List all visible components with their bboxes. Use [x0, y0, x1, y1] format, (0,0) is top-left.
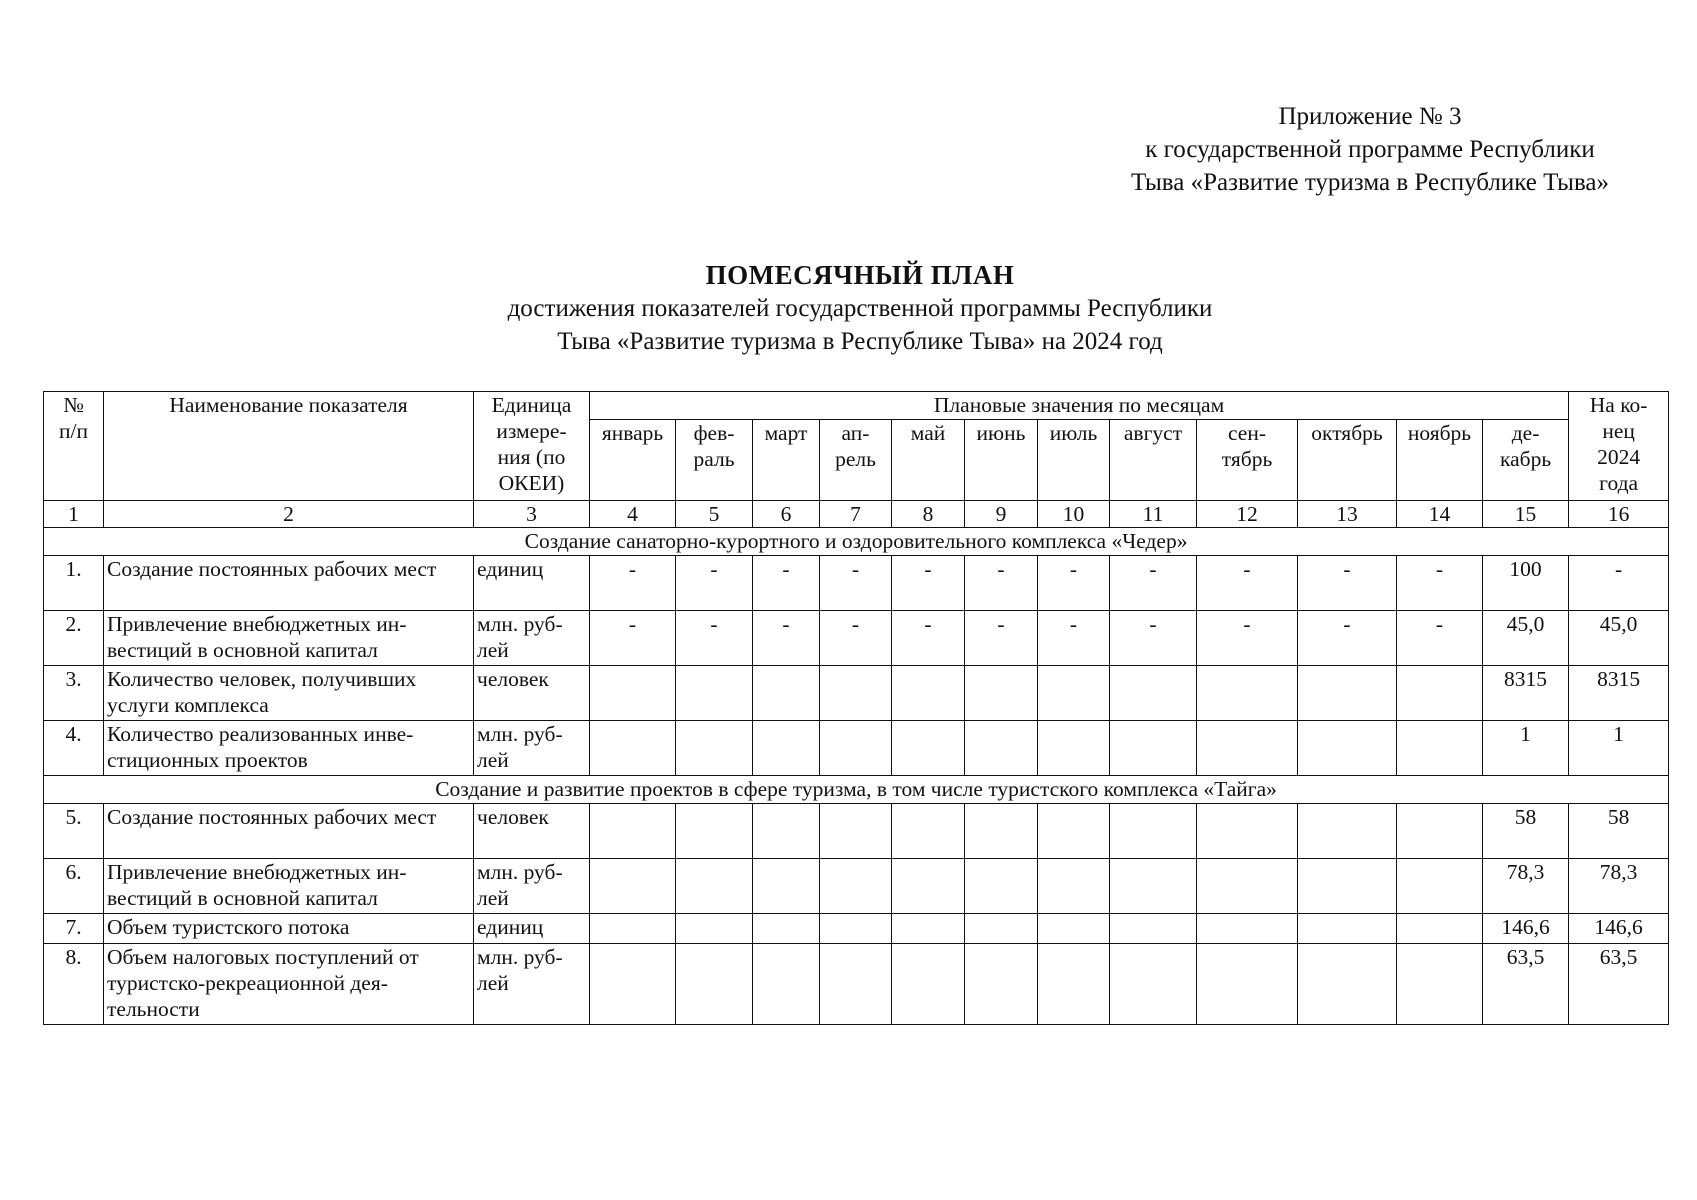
- row-number: 6.: [44, 859, 104, 914]
- column-number: 7: [820, 501, 892, 528]
- row-number: 3.: [44, 666, 104, 721]
- month-value: [676, 859, 753, 914]
- month-value: [1298, 666, 1397, 721]
- column-number: 10: [1038, 501, 1110, 528]
- month-value: [1197, 914, 1298, 944]
- header-month: ноябрь: [1397, 419, 1483, 500]
- end-of-year-value: -: [1569, 556, 1669, 611]
- column-number: 14: [1397, 501, 1483, 528]
- month-value: 1: [1483, 721, 1569, 776]
- column-number: 4: [590, 501, 676, 528]
- annex-line-3: Тыва «Развитие туризма в Республике Тыва»: [1130, 169, 1610, 196]
- header-end-text: На ко- нец 2024 года: [1589, 393, 1648, 495]
- table-row: [44, 804, 1669, 859]
- month-value: -: [590, 556, 676, 611]
- header-unit-text: Единица измере- ния (по ОКЕИ): [491, 393, 572, 495]
- unit-of-measure: млн. руб-лей: [474, 721, 590, 776]
- month-value: -: [1298, 611, 1397, 666]
- month-value: [820, 914, 892, 944]
- table-row: [44, 914, 1669, 944]
- row-number: 8.: [44, 944, 104, 1025]
- header-month: май: [892, 419, 965, 500]
- section-row: [44, 528, 1669, 556]
- table-row: [44, 721, 1669, 776]
- indicator-name: Объем туристского потока: [104, 914, 474, 944]
- unit-of-measure: млн. руб-лей: [474, 944, 590, 1025]
- month-value: [1110, 666, 1197, 721]
- unit-of-measure: единиц: [474, 556, 590, 611]
- month-value: -: [1197, 611, 1298, 666]
- month-value: [590, 859, 676, 914]
- month-value: -: [1110, 611, 1197, 666]
- indicator-name: Количество человек, получивших услуги комплекса: [104, 666, 474, 721]
- month-value: -: [1397, 556, 1483, 611]
- column-number: 1: [44, 501, 104, 528]
- indicator-name: Привлечение внебюджетных ин-вестиций в основной капитал: [104, 859, 474, 914]
- month-value: -: [590, 611, 676, 666]
- row-number: 1.: [44, 556, 104, 611]
- annex-header: [1070, 100, 1670, 199]
- table-body: [44, 528, 1669, 1025]
- month-value: [1110, 804, 1197, 859]
- month-value: [676, 804, 753, 859]
- header-unit: [474, 392, 590, 501]
- month-value: [820, 859, 892, 914]
- month-value: [1397, 914, 1483, 944]
- document-subtitle-line-2: Тыва «Развитие туризма в Республике Тыва» на 2024 год: [557, 328, 1163, 355]
- month-value: -: [753, 611, 820, 666]
- header-name: Наименование показателя: [104, 392, 474, 501]
- end-of-year-value: 63,5: [1569, 944, 1669, 1025]
- title-block: [40, 258, 1680, 358]
- table-row: [44, 666, 1669, 721]
- month-value: 8315: [1483, 666, 1569, 721]
- header-end-of-year: [1569, 392, 1669, 501]
- column-number: 6: [753, 501, 820, 528]
- indicator-name: Создание постоянных рабочих мест: [104, 804, 474, 859]
- unit-of-measure: человек: [474, 804, 590, 859]
- month-value: [676, 914, 753, 944]
- month-value: [753, 944, 820, 1025]
- month-value: -: [753, 556, 820, 611]
- month-value: 45,0: [1483, 611, 1569, 666]
- month-value: [1397, 666, 1483, 721]
- document-title: ПОМЕСЯЧНЫЙ ПЛАН: [705, 260, 1015, 290]
- end-of-year-value: 1: [1569, 721, 1669, 776]
- month-value: [1110, 859, 1197, 914]
- month-value: 63,5: [1483, 944, 1569, 1025]
- month-value: [1397, 944, 1483, 1025]
- month-value: [676, 944, 753, 1025]
- month-value: [965, 721, 1038, 776]
- table-row: [44, 611, 1669, 666]
- column-number: 12: [1197, 501, 1298, 528]
- month-value: -: [892, 556, 965, 611]
- indicator-name: Количество реализованных инве-стиционных проектов: [104, 721, 474, 776]
- header-num: [44, 392, 104, 501]
- column-number: 2: [104, 501, 474, 528]
- header-month: март: [753, 419, 820, 500]
- section-title: Создание и развитие проектов в сфере туризма, в том числе туристского комплекса «Тайга»: [44, 776, 1669, 804]
- month-value: [1397, 804, 1483, 859]
- month-value: [1197, 859, 1298, 914]
- row-number: 2.: [44, 611, 104, 666]
- header-month: сен- тябрь: [1197, 419, 1298, 500]
- row-number: 7.: [44, 914, 104, 944]
- unit-of-measure: млн. руб-лей: [474, 611, 590, 666]
- month-value: -: [820, 611, 892, 666]
- month-value: [1110, 944, 1197, 1025]
- month-value: [1298, 721, 1397, 776]
- month-value: [965, 804, 1038, 859]
- month-value: [1397, 721, 1483, 776]
- indicator-name: Привлечение внебюджетных ин-вестиций в основной капитал: [104, 611, 474, 666]
- month-value: [1110, 914, 1197, 944]
- month-value: [1197, 944, 1298, 1025]
- month-value: [892, 804, 965, 859]
- month-value: 100: [1483, 556, 1569, 611]
- header-month: де- кабрь: [1483, 419, 1569, 500]
- month-value: [753, 666, 820, 721]
- month-value: [1038, 914, 1110, 944]
- month-value: [590, 914, 676, 944]
- month-value: -: [1110, 556, 1197, 611]
- header-month: июль: [1038, 419, 1110, 500]
- month-value: -: [676, 611, 753, 666]
- month-value: [1038, 804, 1110, 859]
- month-value: 78,3: [1483, 859, 1569, 914]
- column-number: 13: [1298, 501, 1397, 528]
- month-value: -: [1038, 611, 1110, 666]
- header-month: июнь: [965, 419, 1038, 500]
- column-number-row: [44, 501, 1669, 528]
- column-number: 8: [892, 501, 965, 528]
- month-value: [1038, 666, 1110, 721]
- month-value: [1298, 859, 1397, 914]
- header-month: август: [1110, 419, 1197, 500]
- table-row: [44, 944, 1669, 1025]
- month-value: -: [1298, 556, 1397, 611]
- month-value: -: [1197, 556, 1298, 611]
- plan-table: [43, 391, 1669, 1025]
- annex-line-1: Приложение № 3: [1278, 103, 1462, 130]
- month-value: [965, 859, 1038, 914]
- month-value: [820, 804, 892, 859]
- month-value: [965, 666, 1038, 721]
- unit-of-measure: единиц: [474, 914, 590, 944]
- month-value: -: [965, 556, 1038, 611]
- month-value: -: [892, 611, 965, 666]
- row-number: 4.: [44, 721, 104, 776]
- month-value: [753, 914, 820, 944]
- month-value: [1110, 721, 1197, 776]
- column-number: 3: [474, 501, 590, 528]
- month-value: -: [965, 611, 1038, 666]
- month-value: [820, 944, 892, 1025]
- month-value: [590, 944, 676, 1025]
- month-value: [892, 666, 965, 721]
- unit-of-measure: млн. руб-лей: [474, 859, 590, 914]
- column-number: 11: [1110, 501, 1197, 528]
- month-value: [892, 859, 965, 914]
- month-value: [753, 859, 820, 914]
- unit-of-measure: человек: [474, 666, 590, 721]
- month-value: [1038, 721, 1110, 776]
- month-value: [590, 804, 676, 859]
- month-value: [1197, 804, 1298, 859]
- header-month: октябрь: [1298, 419, 1397, 500]
- header-num-text: № п/п: [59, 393, 88, 443]
- month-value: [892, 721, 965, 776]
- month-value: [1197, 721, 1298, 776]
- indicator-name: Объем налоговых поступлений от туристско-рекреационной дея-тельности: [104, 944, 474, 1025]
- month-value: [676, 721, 753, 776]
- month-value: [1298, 804, 1397, 859]
- month-value: -: [1397, 611, 1483, 666]
- month-value: [753, 721, 820, 776]
- column-number: 9: [965, 501, 1038, 528]
- month-value: [1298, 944, 1397, 1025]
- end-of-year-value: 58: [1569, 804, 1669, 859]
- month-value: [1038, 944, 1110, 1025]
- column-number: 15: [1483, 501, 1569, 528]
- end-of-year-value: 8315: [1569, 666, 1669, 721]
- header-month: январь: [590, 419, 676, 500]
- header-monthly: Плановые значения по месяцам: [590, 392, 1569, 420]
- section-row: [44, 776, 1669, 804]
- month-value: 146,6: [1483, 914, 1569, 944]
- section-title: Создание санаторно-курортного и оздоровительного комплекса «Чедер»: [44, 528, 1669, 556]
- month-value: [965, 944, 1038, 1025]
- header-month: ап- рель: [820, 419, 892, 500]
- month-value: [753, 804, 820, 859]
- end-of-year-value: 45,0: [1569, 611, 1669, 666]
- column-number: 16: [1569, 501, 1669, 528]
- month-value: [1197, 666, 1298, 721]
- annex-line-2: к государственной программе Республики: [1145, 136, 1595, 163]
- indicator-name: Создание постоянных рабочих мест: [104, 556, 474, 611]
- end-of-year-value: 146,6: [1569, 914, 1669, 944]
- month-value: -: [1038, 556, 1110, 611]
- month-value: [892, 914, 965, 944]
- month-value: [590, 721, 676, 776]
- month-value: -: [676, 556, 753, 611]
- month-value: [590, 666, 676, 721]
- month-value: [1038, 859, 1110, 914]
- table-row: [44, 859, 1669, 914]
- header-month: фев- раль: [676, 419, 753, 500]
- month-value: [676, 666, 753, 721]
- month-value: 58: [1483, 804, 1569, 859]
- column-number: 5: [676, 501, 753, 528]
- table-row: [44, 556, 1669, 611]
- header-row-1: [44, 392, 1669, 420]
- month-value: [820, 721, 892, 776]
- month-value: -: [820, 556, 892, 611]
- month-value: [965, 914, 1038, 944]
- document-subtitle-line-1: достижения показателей государственной программы Республики: [507, 295, 1213, 322]
- month-value: [1397, 859, 1483, 914]
- end-of-year-value: 78,3: [1569, 859, 1669, 914]
- month-value: [1298, 914, 1397, 944]
- table-header: [44, 392, 1669, 528]
- row-number: 5.: [44, 804, 104, 859]
- month-value: [892, 944, 965, 1025]
- month-value: [820, 666, 892, 721]
